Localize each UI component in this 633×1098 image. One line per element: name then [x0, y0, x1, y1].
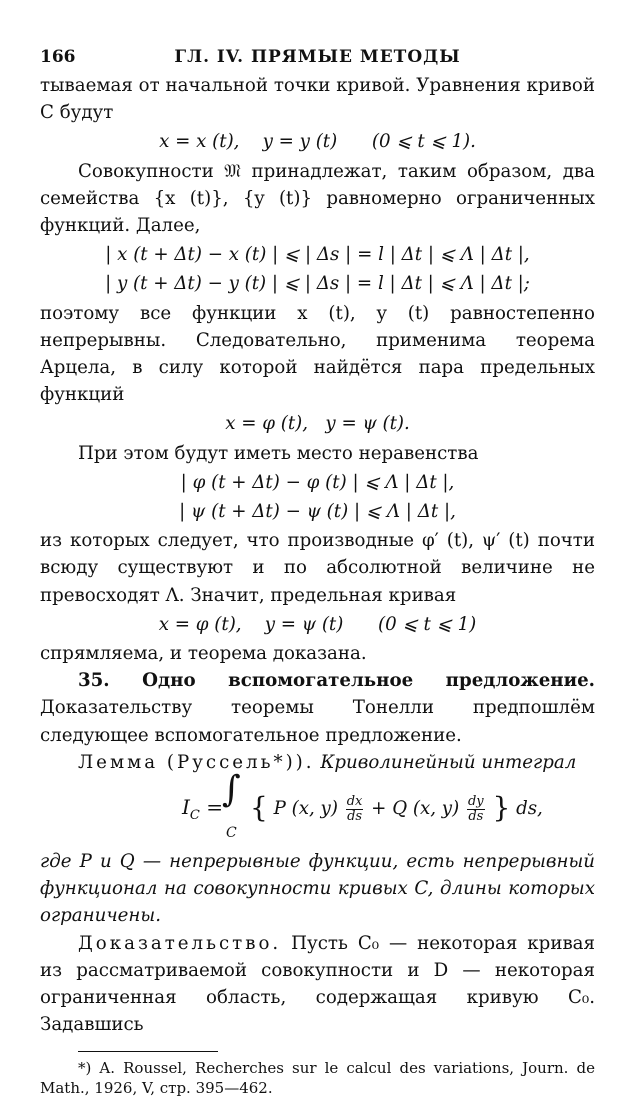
equation-curve: x = x (t), y = y (t) (0 ⩽ t ⩽ 1). — [159, 131, 476, 153]
section-text: Доказательству теоремы Тонелли предпошлём следующее вспомогательное предложение. — [40, 697, 595, 746]
paragraph: тываемая от начальной точки кривой. Уравнения кривой C будут — [40, 75, 595, 124]
running-header — [40, 40, 595, 72]
inequality-psi: | ψ (t + Δt) − ψ (t) | ⩽ Λ | Δt |, — [179, 501, 456, 523]
footnote-rule — [78, 1051, 218, 1052]
integral-lhs: $I_C$ = — [182, 795, 223, 824]
paragraph: поэтому все функции x (t), y (t) равностепенно непрерывны. Следовательно, применима теорема Арцела, в силу которой найдётся пара предельных функций — [40, 302, 595, 406]
equation-limit-curve: x = φ (t), y = ψ (t) (0 ⩽ t ⩽ 1) — [158, 613, 477, 635]
page-number: 166 — [40, 47, 76, 67]
chapter-title: ГЛ. IV. ПРЯМЫЕ МЕТОДЫ — [174, 47, 461, 67]
paragraph: спрямляема, и теорема доказана. — [40, 643, 367, 665]
section-title: 35. Одно вспомогательное предложение. — [78, 670, 595, 692]
inequality-x: | x (t + Δt) − x (t) | ⩽ | Δs | = l | Δt | ⩽ Λ | Δt |, — [105, 244, 530, 266]
paragraph: из которых следует, что производные φ′ (t), ψ′ (t) почти всюду существуют и по абсолютной величине не превосходят Λ. Значит, предельная кривая — [40, 530, 595, 606]
integral-subscript: C — [226, 825, 237, 842]
lemma-label: Лемма (Руссель*)). — [78, 751, 315, 773]
integrand: { P (x, y) $\frac{dx}{ds}$ + Q (x, y) $\frac{dy}{ds}$ } ds, — [250, 791, 543, 825]
proof-paragraph — [40, 930, 595, 1039]
footnote: *) A. Roussel, Recherches sur le calcul des variations, Journ. de Math., 1926, V, стр. 395—462. — [40, 1058, 595, 1097]
inequality-y: | y (t + Δt) − y (t) | ⩽ | Δs | = l | Δt | ⩽ Λ | Δt |; — [105, 273, 530, 295]
paragraph: При этом будут иметь место неравенства — [78, 442, 479, 464]
proof-label: Доказательство. — [78, 932, 282, 954]
inequality-phi: | φ (t + Δt) − φ (t) | ⩽ Λ | Δt |, — [180, 471, 455, 493]
integral-sign: ∫ — [222, 769, 241, 811]
equation-limit-functions: x = φ (t), y = ψ (t). — [225, 413, 410, 435]
section-paragraph — [40, 667, 595, 749]
lemma-paragraph — [40, 749, 595, 776]
integral-formula — [40, 769, 595, 842]
proof-text: Пусть C₀ — некоторая кривая из рассматриваемой совокупности и D — некоторая ограниченная область, содержащая кривую C₀. Задавшись — [40, 932, 595, 1036]
lemma-statement: где P и Q — непрерывные функции, есть непрерывный функционал на совокупности кривых C, длины которых ограничены. — [40, 851, 595, 927]
lemma-text: Криволинейный интеграл — [314, 751, 577, 773]
paragraph: Совокупности 𝔐 принадлежат, таким образом, два семейства {x (t)}, {y (t)} равномерно ограниченных функций. Далее, — [40, 160, 595, 237]
